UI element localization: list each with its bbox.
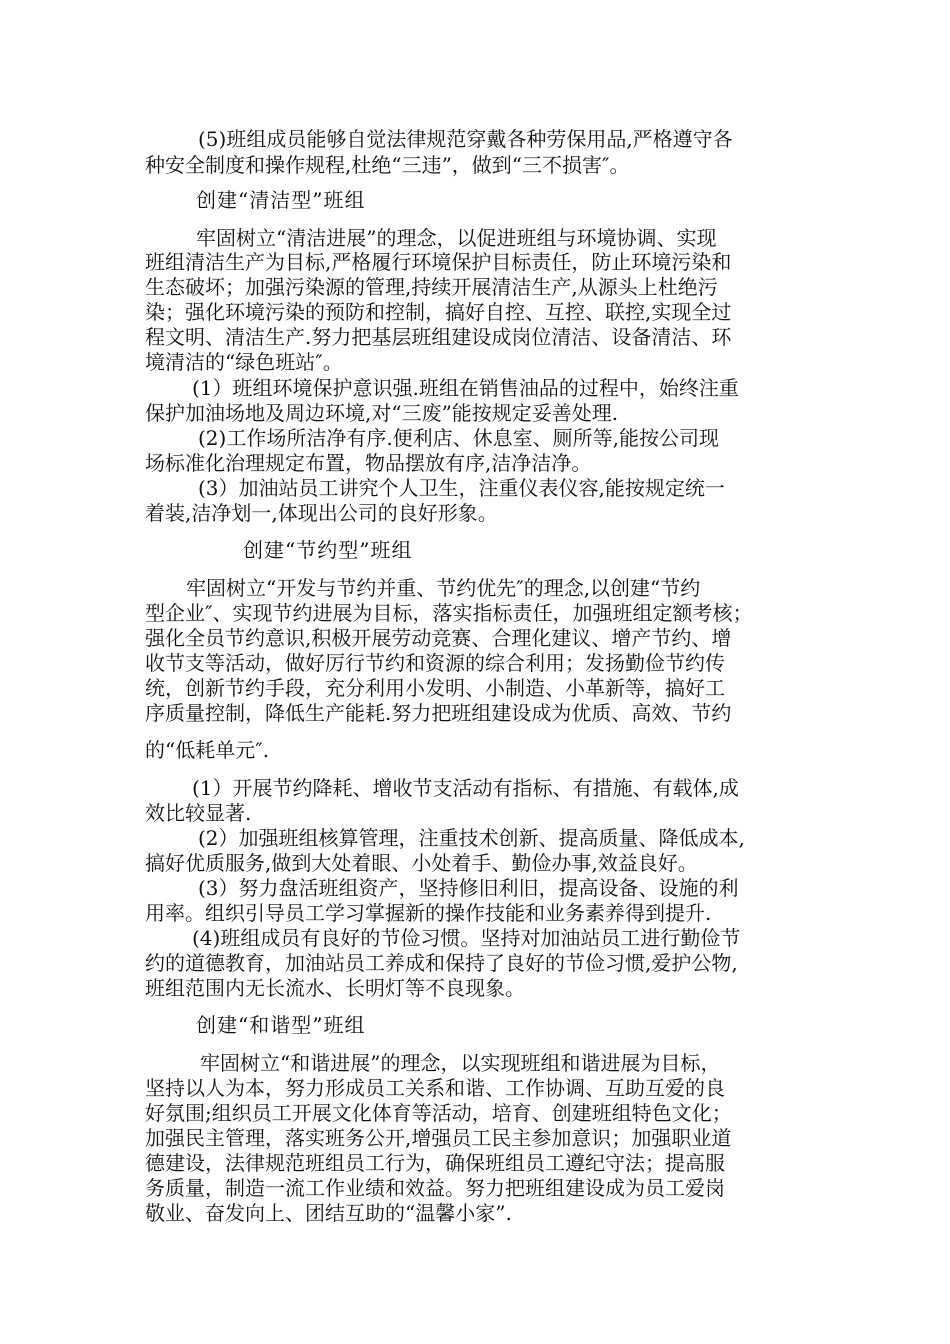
text-line: 牢固树立“清洁进展”的理念，以促进班组与环境协调、实现 [196,226,717,250]
text-line: 境清洁的“绿色班站″。 [145,350,343,374]
text-line: 约的道德教育，加油站员工养成和保持了良好的节俭习惯,爱护公物, [145,951,738,975]
text-line: 统，创新节约手段，充分利用小发明、小制造、小革新等，搞好工 [145,676,725,700]
text-line: 班组范围内无长流水、长明灯等不良现象。 [145,976,525,1000]
text-line: (5)班组成员能够自觉法律规范穿戴各种劳保用品,严格遵守各 [198,127,733,151]
text-line: (2）加强班组核算管理，注重技术创新、提高质量、降低成本, [198,826,745,850]
text-line: (2)工作场所洁净有序.便利店、休息室、厕所等,能按公司现 [198,426,720,450]
text-line: 种安全制度和操作规程,杜绝“三违”，做到“三不损害″。 [145,153,630,177]
text-line: 生态破坏；加强污染源的管理,持续开展清洁生产,从源头上杜绝污 [145,275,718,299]
text-line: 好氛围;组织员工开展文化体育等活动，培育、创建班组特色文化； [145,1101,732,1125]
text-line: (3）加油站员工讲究个人卫生，注重仪表仪容,能按规定统一 [198,476,725,500]
text-line: 着装,洁净划一,体现出公司的良好形象。 [145,501,498,525]
text-line: 牢固树立“和谐进展”的理念，以实现班组和谐进展为目标， [200,1051,721,1075]
text-line: (4)班组成员有良好的节俭习惯。坚持对加油站员工进行勤俭节 [192,926,741,950]
text-line: 用率。组织引导员工学习掌握新的操作技能和业务素养得到提升. [145,901,712,925]
text-line: 坚持以人为本，努力形成员工关系和谐、工作协调、互助互爱的良 [145,1076,725,1100]
text-line: 程文明、清洁生产.努力把基层班组建设成岗位清洁、设备清洁、环 [145,325,732,349]
text-line: (3）努力盘活班组资产，坚持修旧利旧，提高设备、设施的利 [198,876,739,900]
text-line: 加强民主管理，落实班务公开,增强员工民主参加意识；加强职业道 [145,1126,732,1150]
text-line: 场标准化治理规定布置，物品摆放有序,洁净洁净。 [145,451,592,475]
text-line: 牢固树立“开发与节约并重、节约优先″的理念,以创建“节约 [186,576,701,600]
text-line: 效比较显著. [145,801,252,825]
text-line: 强化全员节约意识,积极开展劳动竞赛、合理化建议、增产节约、增 [145,626,732,650]
section-heading-clean: 创建“清洁型”班组 [196,188,366,212]
text-line: (1）开展节约降耗、增收节支活动有指标、有措施、有载体,成 [192,776,739,800]
text-line: 型企业″、实现节约进展为目标，落实指标责任，加强班组定额考核； [145,601,753,625]
text-line: 保护加油场地及周边环境,对“三废”能按规定妥善处理. [145,401,619,425]
text-line: 务质量，制造一流工作业绩和效益。努力把班组建设成为员工爱岗 [145,1176,725,1200]
text-line: 序质量控制，降低生产能耗.努力把班组建设成为优质、高效、节约 [145,701,732,725]
text-line: 染；强化环境污染的预防和控制，搞好自控、互控、联控,实现全过 [145,300,732,324]
text-line: 的“低耗单元″. [145,738,270,762]
text-line: 德建设，法律规范班组员工行为，确保班组员工遵纪守法；提高服 [145,1151,725,1175]
text-line: (1）班组环境保护意识强.班组在销售油品的过程中，始终注重 [192,376,739,400]
text-line: 敬业、奋发向上、团结互助的“温馨小家”. [145,1201,512,1225]
text-line: 搞好优质服务,做到大处着眼、小处着手、勤俭办事,效益良好。 [145,851,698,875]
section-heading-saving: 创建“节约型”班组 [243,538,413,562]
section-heading-harmony: 创建“和谐型”班组 [196,1013,366,1037]
text-line: 收节支等活动，做好厉行节约和资源的综合利用；发扬勤俭节约传 [145,651,725,675]
text-line: 班组清洁生产为目标,严格履行环境保护目标责任，防止环境污染和 [145,250,732,274]
